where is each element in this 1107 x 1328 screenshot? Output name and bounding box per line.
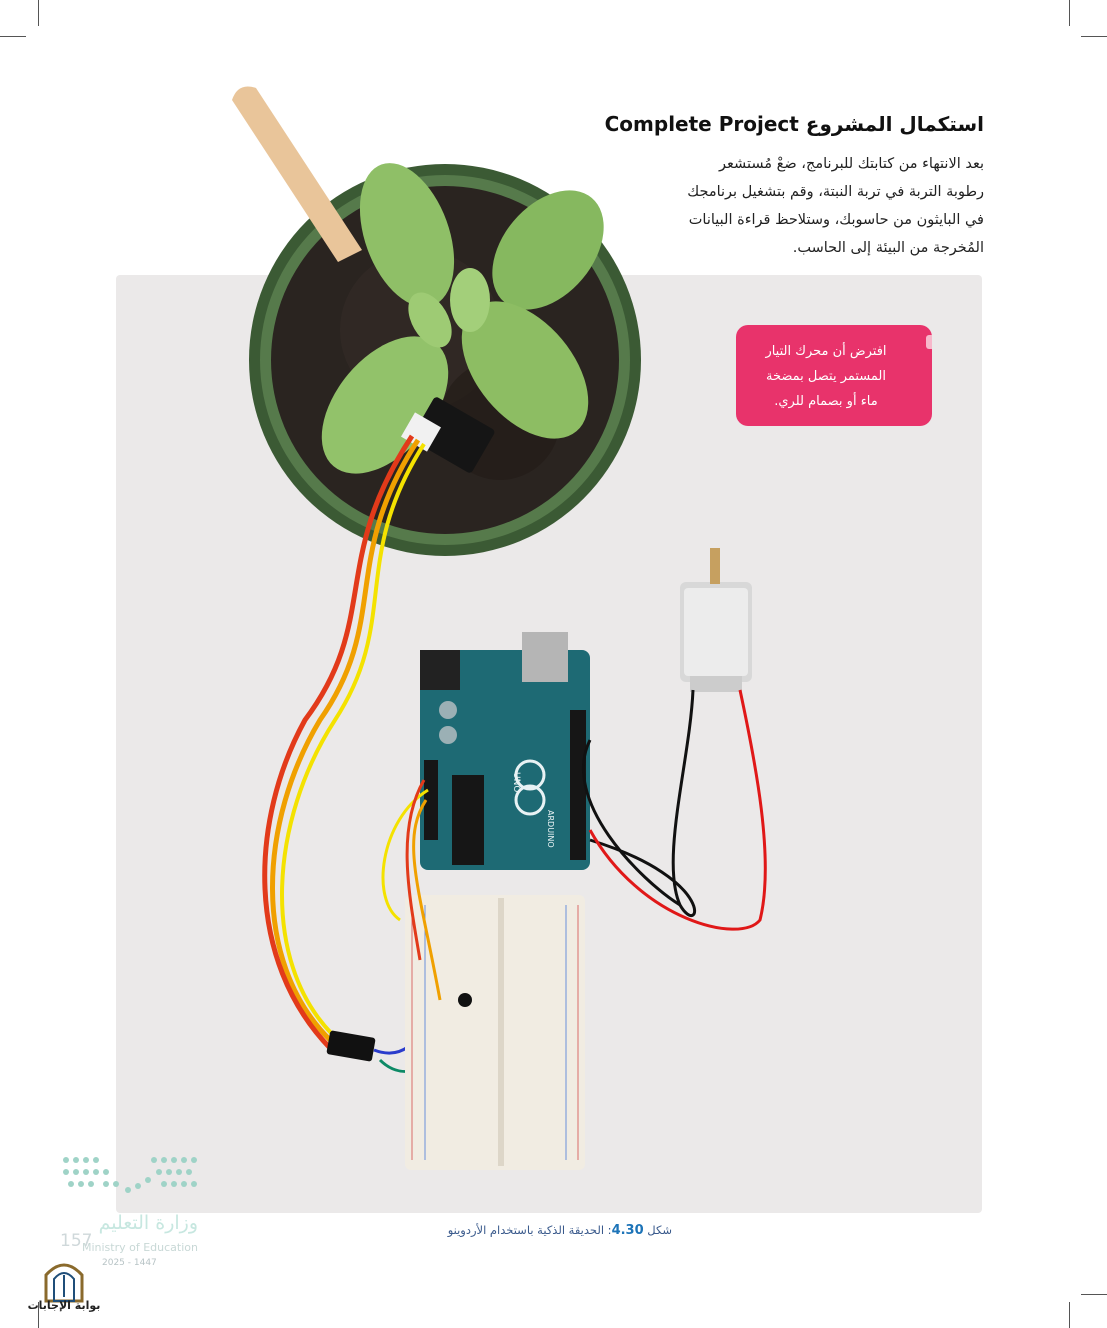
paragraph-line: بعد الانتهاء من كتابتك للبرنامج، ضعْ مُستشعر — [719, 156, 984, 172]
ministry-name-english: Ministry of Education — [81, 1241, 198, 1254]
paragraph-line: المُخرجة من البيئة إلى الحاسب. — [792, 240, 984, 256]
callout-line: ماء أو بصمام للري. — [774, 394, 878, 409]
plant-pot-image — [232, 87, 641, 557]
callout-line: افترض أن محرك التيار — [765, 344, 887, 359]
site-name: بوابة الإجابات — [27, 1299, 101, 1312]
dc-motor — [680, 548, 752, 692]
caption-label: شكل — [647, 1223, 672, 1237]
tip-callout — [736, 325, 932, 426]
callout-tab — [926, 335, 932, 349]
caption-number: 4.30 — [611, 1223, 644, 1238]
page-number: 157 — [60, 1231, 93, 1251]
breadboard — [405, 895, 585, 1170]
heading-english: Complete Project — [604, 112, 799, 136]
ministry-logo-icon — [58, 1150, 200, 1210]
year-label: 2025 - 1447 — [102, 1258, 157, 1268]
section-heading — [560, 112, 984, 136]
instruction-paragraph — [600, 150, 984, 262]
board-brand-label: ARDUINO — [546, 810, 555, 848]
ministry-name-arabic: وزارة التعليم — [98, 1212, 198, 1234]
paragraph-line: في البايثون من حاسوبك، وستلاحظ قراءة البيانات — [688, 212, 984, 228]
arduino-uno-board — [420, 632, 590, 870]
jumper-connector — [326, 1030, 375, 1062]
caption-text: : الحديقة الذكية باستخدام الأردوينو — [447, 1223, 612, 1237]
heading-arabic: استكمال المشروع — [805, 112, 984, 136]
paragraph-line: رطوبة التربة في تربة النبتة، وقم بتشغيل برنامجك — [687, 184, 984, 200]
board-uno-label: UNO — [511, 772, 521, 793]
site-logo-icon — [40, 1257, 88, 1303]
callout-line: المستمر يتصل بمضخة — [766, 369, 886, 384]
figure-caption — [380, 1223, 672, 1238]
